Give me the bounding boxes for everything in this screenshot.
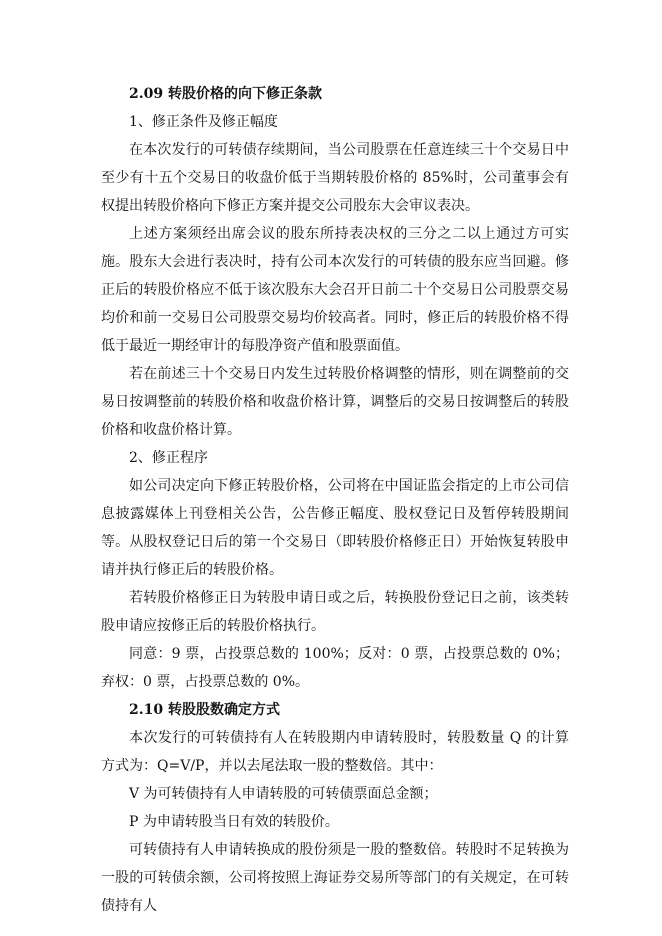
paragraph-shareholder-approval: 上述方案须经出席会议的股东所持表决权的三分之二以上通过方可实施。股东大会进行表决时，持有公司本次发行的可转债的股东应当回避。修正后的转股价格应不低于该次股东大会召开日前二十个交易日公司股票交易均价和前一交易日公司股票交易均价较高者。同时，修正后的转股价格不得低于最近一期经审计的每股净资产值和股票面值。 [101, 226, 569, 354]
paragraph-modification-trigger: 在本次发行的可转债存续期间，当公司股票在任意连续三十个交易日中至少有十五个交易日的收盘价低于当期转股价格的 85%时，公司董事会有权提出转股价格向下修正方案并提交公司股东大会审议表决。 [101, 142, 569, 214]
subheading-modification-procedure: 2、修正程序 [129, 450, 208, 466]
section-heading-2-09: 2.09 转股价格的向下修正条款 [129, 86, 322, 102]
paragraph-application-timing: 若转股价格修正日为转股申请日或之后，转换股份登记日之前，该类转股申请应按修正后的转股价格执行。 [101, 590, 569, 634]
paragraph-price-adjustment-calc: 若在前述三十个交易日内发生过转股价格调整的情形，则在调整前的交易日按调整前的转股价格和收盘价格计算，调整后的交易日按调整后的转股价格和收盘价格计算。 [101, 366, 569, 438]
section-heading-2-10: 2.10 转股股数确定方式 [129, 702, 280, 718]
paragraph-announcement-procedure: 如公司决定向下修正转股价格，公司将在中国证监会指定的上市公司信息披露媒体上刊登相关公告，公告修正幅度、股权登记日及暂停转股期间等。从股权登记日后的第一个交易日（即转股价格修正日）开始恢复转股申请并执行修正后的转股价格。 [101, 478, 569, 578]
paragraph-fractional-shares: 可转债持有人申请转换成的股份须是一股的整数倍。转股时不足转换为一股的可转债余额，公司将按照上海证券交易所等部门的有关规定，在可转债持有人 [101, 842, 569, 914]
definition-v: V 为可转债持有人申请转股的可转债票面总金额； [129, 786, 438, 802]
paragraph-conversion-formula: 本次发行的可转债持有人在转股期内申请转股时，转股数量 Q 的计算方式为：Q=V/P，并以去尾法取一股的整数倍。其中： [101, 730, 569, 774]
document-body [101, 80, 569, 920]
vote-result: 同意：9 票，占投票总数的 100%；反对：0 票，占投票总数的 0%；弃权：0 票，占投票总数的 0%。 [101, 646, 569, 690]
definition-p: P 为申请转股当日有效的转股价。 [129, 814, 339, 830]
subheading-modification-conditions: 1、修正条件及修正幅度 [129, 114, 278, 130]
